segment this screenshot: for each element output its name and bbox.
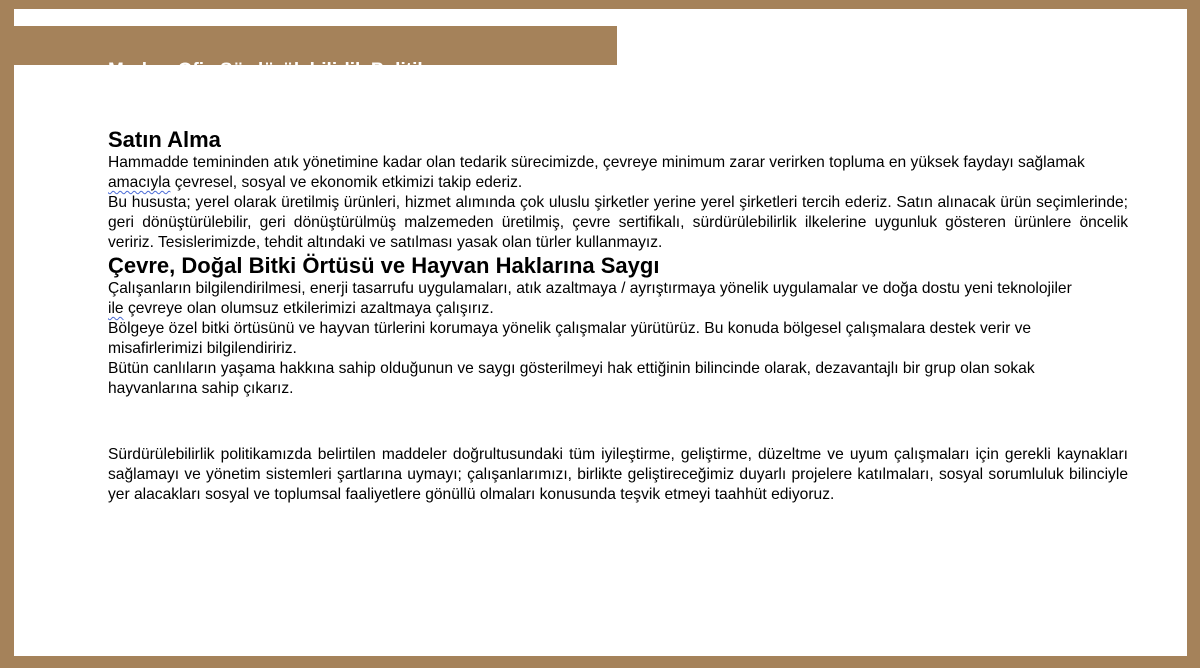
purchasing-paragraph-1-cont (108, 173, 1128, 193)
purchasing-p1-rest: çevresel, sosyal ve ekonomik etkimizi takip ederiz. (170, 174, 523, 191)
environment-paragraph-3: Bütün canlıların yaşama hakkına sahip olduğunun ve saygı gösterilmeyi hak ettiğinin bilincinde olarak, dezavantajlı bir grup olan sokak hayvanlarına sahip çıkarız. (108, 360, 1035, 397)
document-body (108, 127, 1128, 505)
purchasing-paragraph-2: Bu hususta; yerel olarak üretilmiş ürünleri, hizmet alımında çok uluslu şirketler yerine yerel şirketleri tercih ederiz. Satın alınacak ürün seçimlerinde; geri dönüştürülebilir, geri dönüştürülmüş malzemeden üretilmiş, çevre sertifikalı, sürdürülebilirlik ilkelerine uygunluk gösteren ürünlere öncelik veririz. Tesislerimizde, tehdit altındaki ve satılması yasak olan türler kullanmayız. (108, 194, 1128, 251)
page-title-text: Merkez Ofis Sürdürülebilirlik Politikası (108, 60, 455, 81)
closing-paragraph: Sürdürülebilirlik politikamızda belirtilen maddeler doğrultusundaki tüm iyileştirme, geliştirme, düzeltme ve uyum çalışmaları için gerekli kaynakları sağlamayı ve yönetim sistemleri şartlarına uymayı; çalışanlarımızı, birlikte geliştireceğimiz duyarlı projelere katılmaları, sosyal sorumluluk bilinciyle yer alacakları sosyal ve toplumsal faaliyetlere gönüllü olmaları konusunda teşvik etmeyi taahhüt ediyoruz. (108, 446, 1128, 503)
page-title (108, 58, 608, 81)
environment-p1-line1: Çalışanların bilgilendirilmesi, enerji tasarrufu uygulamaları, atık azaltmaya / ayrıştırmaya yönelik uygulamalar ve doğa dostu yeni teknolojiler (108, 280, 1072, 297)
spacer (108, 399, 1128, 445)
section-title-environment: Çevre, Doğal Bitki Örtüsü ve Hayvan Haklarına Saygı (108, 253, 660, 278)
environment-paragraph-2: Bölgeye özel bitki örtüsünü ve hayvan türlerini korumaya yönelik çalışmalar yürütürüz. Bu konuda bölgesel çalışmalara destek verir ve misafirlerimizi bilgilendiririz. (108, 320, 1032, 357)
purchasing-paragraph-1 (108, 153, 1128, 173)
environment-paragraph-1-cont (108, 299, 1128, 319)
environment-paragraph-1 (108, 279, 1128, 299)
purchasing-p1-line1: Hammadde temininden atık yönetimine kadar olan tedarik sürecimizde, çevreye minimum zarar verirken topluma en yüksek faydayı sağlamak (108, 154, 1085, 171)
environment-p1-rest: çevreye olan olumsuz etkilerimizi azaltmaya çalışırız. (123, 300, 494, 317)
spellcheck-word[interactable]: amacıyla (108, 174, 171, 191)
spellcheck-word[interactable]: ile (108, 300, 124, 317)
section-title-purchasing: Satın Alma (108, 127, 221, 152)
